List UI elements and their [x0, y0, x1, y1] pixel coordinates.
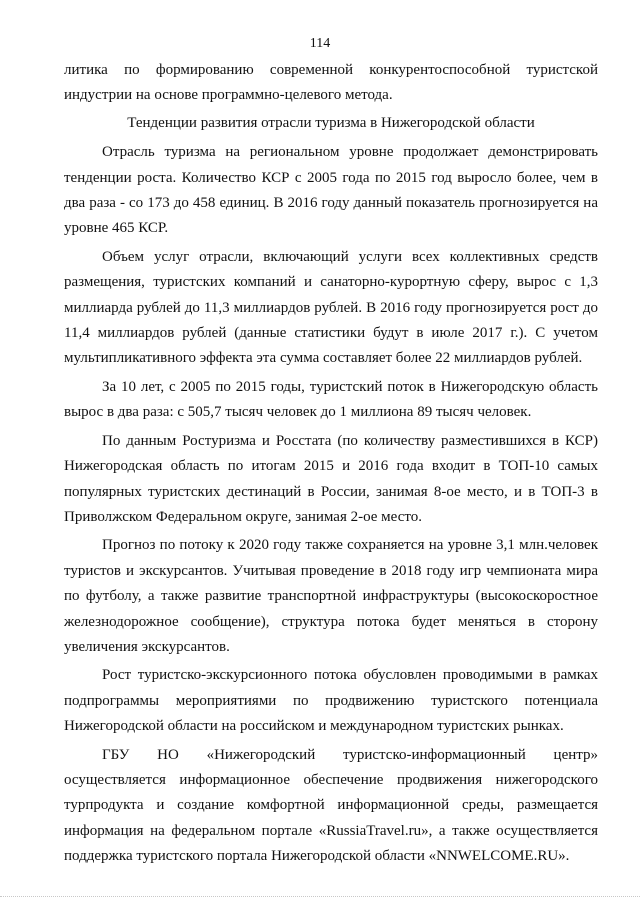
paragraph-1: Отрасль туризма на региональном уровне продолжает демонстрировать тенденции роста. Количество КСР с 2005 года по 2015 год выросло более, чем в два раза - со 173 до 458 единиц. В 2016 году данный показатель прогнозируется на уровне 465 КСР.: [64, 144, 598, 237]
paragraph-2: Объем услуг отрасли, включающий услуги всех коллективных средств размещения, туристских компаний и санаторно-курортную сферу, вырос с 1,3 миллиарда рублей до 11,3 миллиардов рублей. В 2016 году прогнозируется рост до 11,4 миллиардов рублей (данные статистики будут в июле 2017 г.). С учетом мультипликативного эффекта эта сумма составляет более 22 миллиардов рублей.: [64, 248, 598, 367]
scan-edge-divider: [0, 896, 640, 899]
document-body: [64, 58, 598, 870]
paragraph-7: ГБУ НО «Нижегородский туристско-информационный центр» осуществляется информационное обеспечение продвижения нижегородского турпродукта и создание комфортной информационной среды, размещается информация на федеральном портале «RussiaTravel.ru», а также осуществляется поддержка туристского портала Нижегородской области «NNWELCOME.RU».: [64, 746, 598, 865]
paragraph-6: Рост туристско-экскурсионного потока обусловлен проводимыми в рамках подпрограммы мероприятиями по продвижению туристского потенциала Нижегородской области на российском и международном туристских рынках.: [64, 667, 598, 735]
intro-paragraph: литика по формированию современной конкурентоспособной туристской индустрии на основе программно-целевого метода.: [64, 62, 598, 104]
section-heading: Тенденции развития отрасли туризма в Нижегородской области: [127, 114, 535, 131]
page-number: 114: [309, 36, 331, 51]
paragraph-4: По данным Ростуризма и Росстата (по количеству разместившихся в КСР) Нижегородская область по итогам 2015 и 2016 года входит в ТОП-10 самых популярных туристских дестинаций в России, занимая 8-ое место, и в ТОП-3 в Приволжском Федеральном округе, занимая 2-ое место.: [64, 432, 598, 525]
paragraph-3: За 10 лет, с 2005 по 2015 годы, туристский поток в Нижегородскую область вырос в два раза: с 505,7 тысяч человек до 1 миллиона 89 тысяч человек.: [64, 378, 598, 421]
paragraph-5: Прогноз по потоку к 2020 году также сохраняется на уровне 3,1 млн.человек туристов и экскурсантов. Учитывая проведение в 2018 году игр чемпионата мира по футболу, а также развитие транспортной инфраструктуры (высокоскоростное железнодорожное сообщение), структура потока будет меняться в сторону увеличения экскурсантов.: [64, 537, 598, 655]
